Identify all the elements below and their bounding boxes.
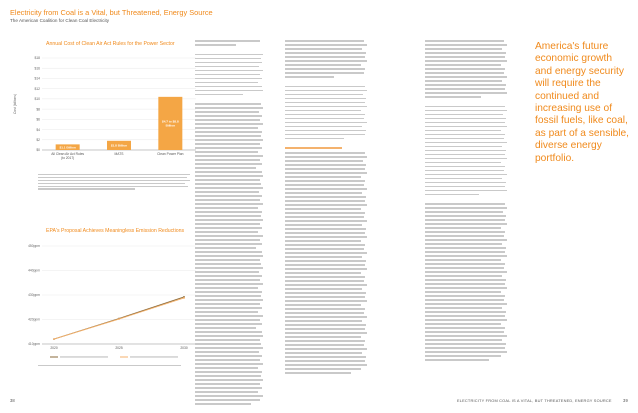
bar-data-label: $1.1 Billion xyxy=(59,145,76,150)
page-subtitle: The American Coalition for Clean Coal Electricity xyxy=(10,18,110,23)
running-title: ELECTRICITY FROM COAL IS A VITAL, BUT THREATENED, ENERGY SOURCE xyxy=(456,398,612,403)
y-tick-label: $14 xyxy=(34,76,40,81)
x-tick-label: 2030 xyxy=(180,346,188,350)
x-tick-label: All Clean Air Act Rules xyxy=(51,152,85,156)
x-tick-label-2: (to 2017) xyxy=(61,156,75,160)
emissions-line-chart xyxy=(10,240,200,368)
bar-data-label-unit: Billion xyxy=(165,123,176,128)
chart2-title: EPA's Proposal Achieves Meaningless Emission Reductions xyxy=(46,228,185,234)
y-tick-label: 420ppm xyxy=(28,317,40,322)
running-footer xyxy=(457,398,628,403)
y-tick-label: $8 xyxy=(36,107,40,112)
article-column-2 xyxy=(285,40,367,376)
bar-data-label: $1.8 Billion xyxy=(110,143,128,148)
y-tick-label: $4 xyxy=(36,127,40,132)
series-point xyxy=(118,318,120,320)
series-point xyxy=(53,338,55,340)
page-title: Electricity from Coal is a Vital, but Threatened, Energy Source xyxy=(10,8,213,17)
chart2-source-note xyxy=(38,365,190,368)
x-tick-label: 2020 xyxy=(50,346,58,350)
x-tick-label: MATS xyxy=(114,152,124,156)
y-tick-label: $12 xyxy=(34,86,40,91)
y-tick-label: 450ppm xyxy=(28,244,40,249)
page-number-right: 39 xyxy=(622,398,628,403)
x-tick-label: Clean Power Plan xyxy=(157,152,184,156)
y-tick-label: 410ppm xyxy=(28,342,40,347)
legend-label-placeholder xyxy=(130,356,178,357)
legend-label-placeholder xyxy=(60,356,108,357)
cost-bar-chart xyxy=(10,52,200,164)
page-number-left: 38 xyxy=(10,398,15,403)
y-tick-label: 430ppm xyxy=(28,293,40,298)
pull-quote: America's future economic growth and energy security will require the continued and increasing use of fossil fuels, like coal, as part of a sensible, diverse energy portfolio. xyxy=(535,41,630,164)
y-tick-label: 440ppm xyxy=(28,268,40,273)
y-tick-label: $18 xyxy=(34,56,40,61)
article-column-3 xyxy=(425,40,507,363)
bar-data-label: $4.7 to $8.8 xyxy=(161,119,179,124)
y-tick-label: $10 xyxy=(34,97,40,102)
series-point xyxy=(183,297,185,299)
chart1-source-note xyxy=(38,174,190,191)
y-axis-label: Cost (billions) xyxy=(13,94,17,114)
y-tick-label: $2 xyxy=(36,137,40,142)
article-column-1 xyxy=(195,40,263,407)
x-tick-label: 2025 xyxy=(115,346,123,350)
chart1-title: Annual Cost of Clean Air Act Rules for the Power Sector xyxy=(46,41,175,47)
y-tick-label: $0 xyxy=(36,148,40,153)
y-tick-label: $6 xyxy=(36,117,40,122)
y-tick-label: $16 xyxy=(34,66,40,71)
